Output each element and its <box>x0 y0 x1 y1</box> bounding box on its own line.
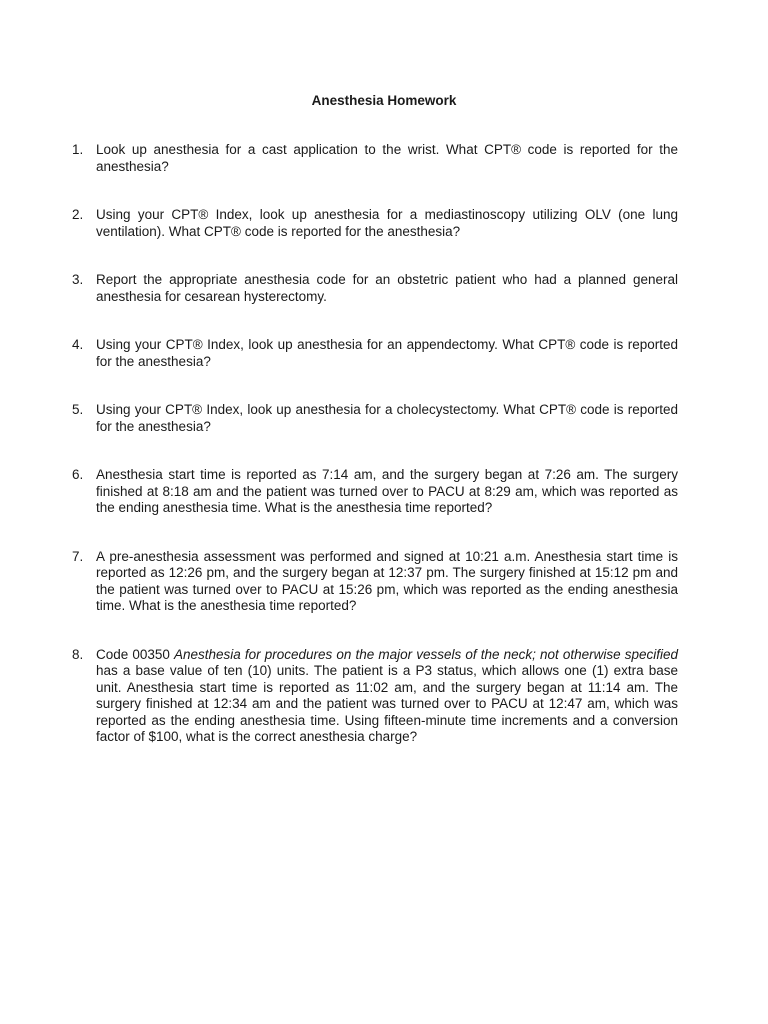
question-text: Report the appropriate anesthesia code for an obstetric patient who had a planned general anesthesia for cesarean hysterectomy. <box>96 272 678 304</box>
question-text <box>96 647 678 746</box>
question-text: Using your CPT® Index, look up anesthesia for an appendectomy. What CPT® code is reported for the anesthesia? <box>96 337 678 369</box>
question-4 <box>72 337 678 370</box>
question-text-suffix: has a base value of ten (10) units. The patient is a P3 status, which allows one (1) extra base unit. Anesthesia start time is reported as 11:02 am, and the surgery began at 11:14 am. The surgery finished at 12:34 am and the patient was turned over to PACU at 12:47 am, which was reported as the ending anesthesia time. Using fifteen-minute time increments and a conversion factor of $100, what is the correct anesthesia charge? <box>96 663 678 744</box>
question-text: Using your CPT® Index, look up anesthesia for a cholecystectomy. What CPT® code is reported for the anesthesia? <box>96 402 678 434</box>
question-number: 8. <box>72 646 84 662</box>
question-number: 2. <box>72 207 84 222</box>
question-number: 6. <box>72 467 84 482</box>
question-number: 3. <box>72 272 84 287</box>
question-text-prefix: Code 00350 <box>96 646 175 662</box>
question-text: Using your CPT® Index, look up anesthesia for a mediastinoscopy utilizing OLV (one lung ventilation). What CPT® code is reported for the anesthesia? <box>96 207 678 239</box>
question-1 <box>72 142 678 175</box>
question-text: Look up anesthesia for a cast application to the wrist. What CPT® code is reported for the anesthesia? <box>96 142 678 174</box>
question-5 <box>72 402 678 435</box>
question-7 <box>72 549 678 615</box>
question-number: 4. <box>72 337 84 352</box>
procedure-description-italic: Anesthesia for procedures on the major vessels of the neck; not otherwise specified <box>174 646 678 662</box>
question-list <box>72 142 678 746</box>
question-number: 1. <box>72 142 84 157</box>
question-2 <box>72 207 678 240</box>
question-3 <box>72 272 678 305</box>
question-number: 5. <box>72 402 84 417</box>
page-title: Anesthesia Homework <box>311 93 457 108</box>
question-6 <box>72 467 678 517</box>
question-8 <box>72 647 678 746</box>
question-text: A pre-anesthesia assessment was performed and signed at 10:21 a.m. Anesthesia start time is reported as 12:26 pm, and the surgery began at 12:37 pm. The surgery finished at 15:12 pm and the patient was turned over to PACU at 15:26 pm, which was reported as the ending anesthesia time. What is the anesthesia time reported? <box>96 548 678 613</box>
question-text: Anesthesia start time is reported as 7:14 am, and the surgery began at 7:26 am. The surgery finished at 8:18 am and the patient was turned over to PACU at 8:29 am, which was reported as the ending anesthesia time. What is the anesthesia time reported? <box>96 467 678 515</box>
question-number: 7. <box>72 548 84 564</box>
